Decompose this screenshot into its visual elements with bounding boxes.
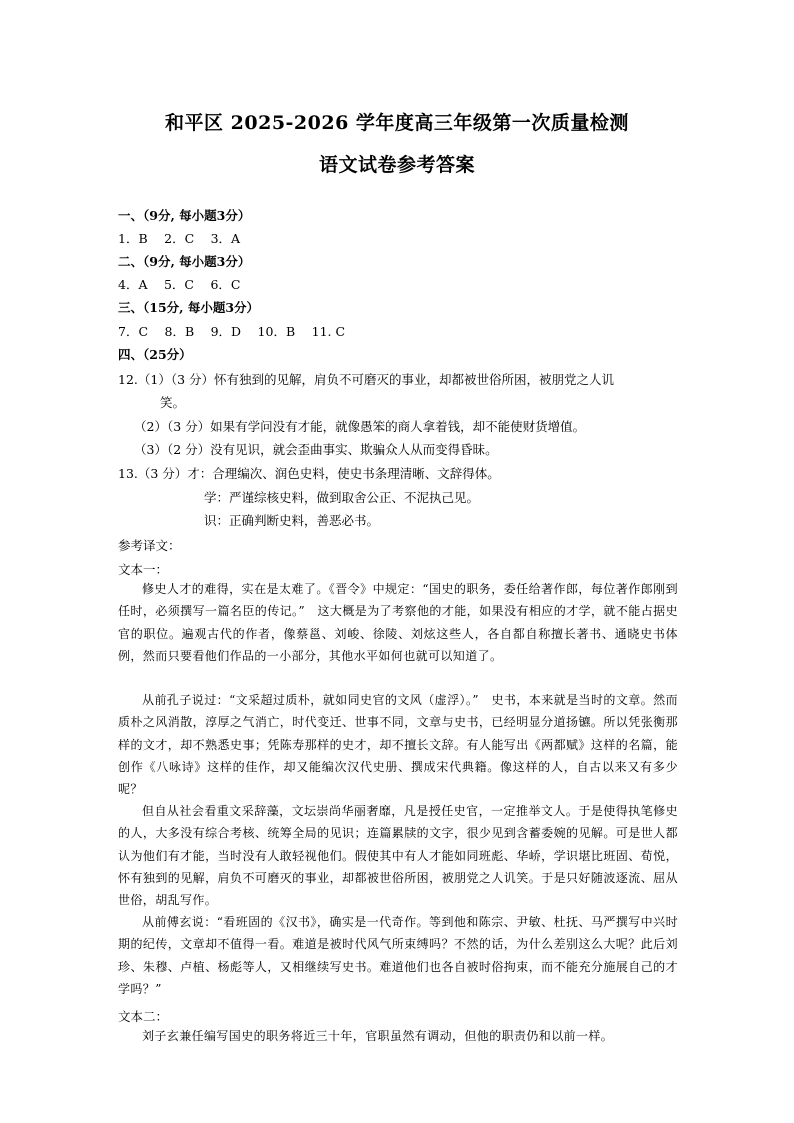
q13-cai: 13.（3 分）才：合理编次、润色史料，使史书条理清晰、文辞得体。: [118, 466, 500, 481]
q13-xue: 学：严谨综核史料，做到取舍公正、不泥执己见。: [204, 490, 480, 505]
text1-label: 文本一：: [118, 562, 169, 577]
section-1-heading: 一、（9分, 每小题3分）: [118, 208, 251, 223]
q12-part2: （2）（3 分）如果有学问没有才能，就像愚笨的商人拿着钱，却不能使财货增值。: [134, 419, 586, 434]
section-3-heading: 三、（15分, 每小题3分）: [118, 300, 260, 315]
document-subtitle: 语文试卷参考答案: [318, 154, 475, 176]
q12-part1: 12.（1）（3 分）怀有独到的见解，肩负不可磨灭的事业，却都被世俗所困，被朋党之人讥: [118, 372, 615, 387]
section-2-answers: 4．A 5．C 6．C: [118, 277, 241, 292]
section-3-answers: 7．C 8．B 9．D 10．B 11. C: [118, 324, 346, 339]
text1-paragraph: 但自从社会看重文采辞藻，文坛崇尚华丽奢靡，凡是授任史官，一定推举文人。于是使得执笔修史的人，大多没有综合考核、统筹全局的见识；连篇累牍的文字，很少见到含蓄委婉的见解。可是世人都认为他们有才能，当时没有人敢轻视他们。假使其中有人才能如同班彪、华峤，学识堪比班固、荀悦，怀有独到的见解，肩负不可磨灭的事业，却都被世俗所困，被朋党之人讥笑。于是只好随波逐流、屈从世俗，胡乱写作。: [118, 804, 678, 908]
section-1-answers: 1．B 2．C 3．A: [118, 231, 241, 246]
section-4-heading: 四、（25分）: [118, 347, 192, 362]
text1-paragraph: 从前孔子说过：“文采超过质朴，就如同史官的文风（虚浮）。” 史书，本来就是当时的文章。然而质朴之风消散，淳厚之气消亡，时代变迁、世事不同，文章与史书，已经明显分道扬镳。所以凭张衡那样的文才，却不熟悉史事；凭陈寿那样的史才，却不擅长文辞。有人能写出《两都赋》这样的名篇，能创作《八咏诗》这样的佳作，却又能编次汉代史册、撰成宋代典籍。像这样的人，自古以来又有多少呢？: [118, 693, 678, 797]
q13-shi: 识：正确判断史料，善恶必书。: [204, 513, 380, 528]
text1-paragraph: 从前傅玄说：“看班固的《汉书》，确实是一代奇作。等到他和陈宗、尹敏、杜抚、马严撰写中兴时期的纪传，文章却不值得一看。难道是被时代风气所束缚吗？不然的话，为什么差别这么大呢？此后刘珍、朱穆、卢植、杨彪等人，又相继续写史书。难道他们也各自被时俗拘束，而不能充分施展自己的才学吗？”: [118, 915, 678, 996]
document-title: 和平区 2025-2026 学年度高三年级第一次质量检测: [165, 112, 629, 134]
translation-label: 参考译文：: [118, 538, 181, 553]
q12-part3: （3）（2 分）没有见识，就会歪曲事实、欺骗众人从而变得昏昧。: [134, 442, 498, 457]
section-2-heading: 二、（9分, 每小题3分）: [118, 254, 251, 269]
text1-paragraph: 修史人才的难得，实在是太难了。《晋令》中规定：“国史的职务，委任给著作郎，每位著作郎刚到任时，必须撰写一篇名臣的传记。” 这大概是为了考察他的才能，如果没有相应的才学，就不能占据史官的职位。遍观古代的作者，像蔡邕、刘峻、徐陵、刘炫这些人，各自都自称擅长著书、通晓史书体例，然而只要看他们作品的一小部分，其他水平如何也就可以知道了。: [118, 582, 678, 663]
text2-label: 文本二：: [118, 1009, 169, 1024]
text2-paragraph: 刘子玄兼任编写国史的职务将近三十年，官职虽然有调动，但他的职责仍和以前一样。: [142, 1029, 614, 1043]
q12-part1-continued: 笑。: [160, 395, 186, 410]
